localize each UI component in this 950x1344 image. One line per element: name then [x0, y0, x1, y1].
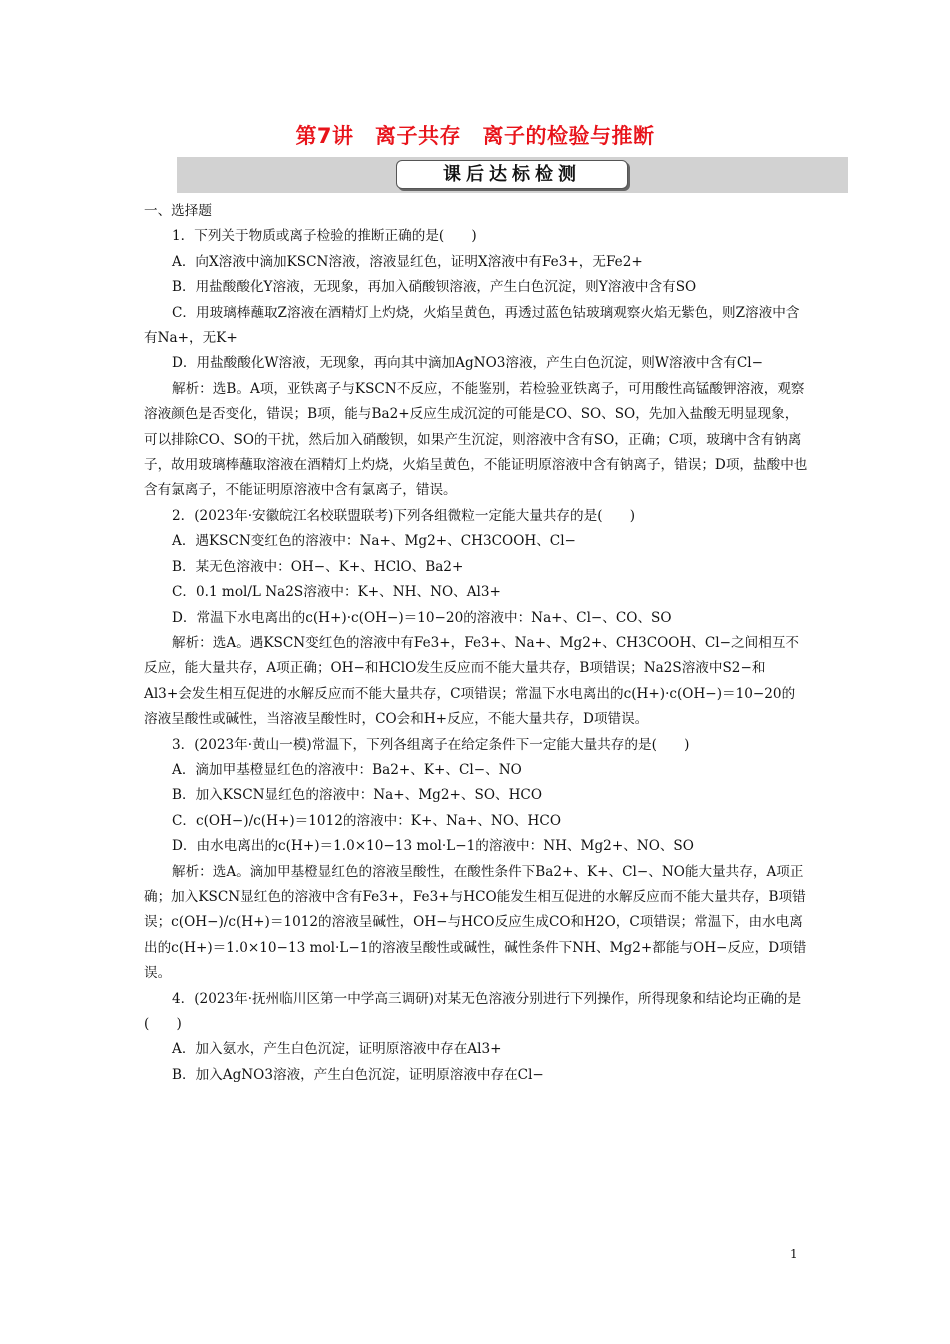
q2-option-a: A．遇KSCN变红色的溶液中：Na+、Mg2+、CH3COOH、Cl−: [172, 533, 576, 550]
section-heading: 一、选择题: [144, 203, 212, 219]
page-title: 第7讲 离子共存 离子的检验与推断: [295, 124, 655, 148]
q3-option-d: D．由水电离出的c(H+)＝1.0×10−13 mol·L−1的溶液中：NH、Mg2+、NO、SO: [172, 838, 694, 855]
q4-option-b: B．加入AgNO3溶液，产生白色沉淀，证明原溶液中存在Cl−: [172, 1066, 544, 1083]
q3-option-a: A．滴加甲基橙显红色的溶液中：Ba2+、K+、Cl−、NO: [172, 761, 522, 778]
section-banner: [177, 157, 848, 193]
q2-option-c: C．0.1 mol/L Na2S溶液中：K+、NH、NO、Al3+: [172, 584, 501, 601]
q2-option-b: B．某无色溶液中：OH−、K+、HClO、Ba2+: [172, 558, 464, 575]
q1-stem: 1．下列关于物质或离子检验的推断正确的是( ): [172, 228, 477, 245]
document-body: [144, 199, 808, 1088]
q4-option-a: A．加入氨水，产生白色沉淀，证明原溶液中存在Al3+: [172, 1041, 502, 1058]
page-number: 1: [790, 1247, 798, 1261]
q2-stem: 2．(2023年·安徽皖江名校联盟联考)下列各组微粒一定能大量共存的是( ): [172, 507, 635, 524]
q2-analysis: 解析：选A。遇KSCN变红色的溶液中有Fe3+，Fe3+、Na+、Mg2+、CH3COOH、Cl−之间相互不反应，能大量共存，A项正确；OH−和HClO发生反应而不能大量共存，B项错误；Na2S溶液中S2−和Al3+会发生相互促进的水解反应而不能大量共存，C项错误；常温下水电离出的c(H+)·c(OH−)＝10−20的溶液呈酸性或碱性，当溶液呈酸性时，CO会和H+反应，不能大量共存，D项错误。: [144, 634, 800, 728]
q3-option-b: B．加入KSCN显红色的溶液中：Na+、Mg2+、SO、HCO: [172, 787, 542, 804]
q1-analysis: 解析：选B。A项，亚铁离子与KSCN不反应，不能鉴别，若检验亚铁离子，可用酸性高锰酸钾溶液，观察溶液颜色是否变化，错误；B项，能与Ba2+反应生成沉淀的可能是CO、SO、SO，先加入盐酸无明显现象，可以排除CO、SO的干扰，然后加入硝酸钡，如果产生沉淀，则溶液中含有SO，正确；C项，玻璃中含有钠离子，故用玻璃棒蘸取溶液在酒精灯上灼烧，火焰呈黄色，不能证明原溶液中含有钠离子，错误；D项，盐酸中也含有氯离子，不能证明原溶液中含有氯离子，错误。: [144, 380, 808, 499]
q1-option-c: C．用玻璃棒蘸取Z溶液在酒精灯上灼烧，火焰呈黄色，再透过蓝色钴玻璃观察火焰无紫色，则Z溶液中含有Na+，无K+: [144, 304, 800, 347]
q2-option-d: D．常温下水电离出的c(H+)·c(OH−)＝10−20的溶液中：Na+、Cl−、CO、SO: [172, 609, 672, 626]
q1-option-a: A．向X溶液中滴加KSCN溶液，溶液显红色，证明X溶液中有Fe3+，无Fe2+: [172, 253, 643, 270]
banner-label: 课后达标检测: [396, 160, 628, 189]
q3-option-c: C．c(OH−)/c(H+)＝1012的溶液中：K+、Na+、NO、HCO: [172, 812, 561, 829]
q3-stem: 3．(2023年·黄山一模)常温下，下列各组离子在给定条件下一定能大量共存的是( ): [172, 736, 690, 753]
q1-option-b: B．用盐酸酸化Y溶液，无现象，再加入硝酸钡溶液，产生白色沉淀，则Y溶液中含有SO: [172, 279, 697, 296]
q3-analysis: 解析：选A。滴加甲基橙显红色的溶液呈酸性，在酸性条件下Ba2+、K+、Cl−、NO能大量共存，A项正确；加入KSCN显红色的溶液中含有Fe3+，Fe3+与HCO能发生相互促进的水解反应而不能大量共存，B项错误；c(OH−)/c(H+)＝1012的溶液呈碱性，OH−与HCO反应生成CO和H2O，C项错误；常温下，由水电离出的c(H+)＝1.0×10−13 mol·L−1的溶液呈酸性或碱性，碱性条件下NH、Mg2+都能与OH−反应，D项错误。: [144, 863, 807, 982]
q4-stem: 4．(2023年·抚州临川区第一中学高三调研)对某无色溶液分别进行下列操作，所得现象和结论均正确的是( ): [144, 990, 802, 1032]
q1-option-d: D．用盐酸酸化W溶液，无现象，再向其中滴加AgNO3溶液，产生白色沉淀，则W溶液中含有Cl−: [172, 355, 763, 372]
